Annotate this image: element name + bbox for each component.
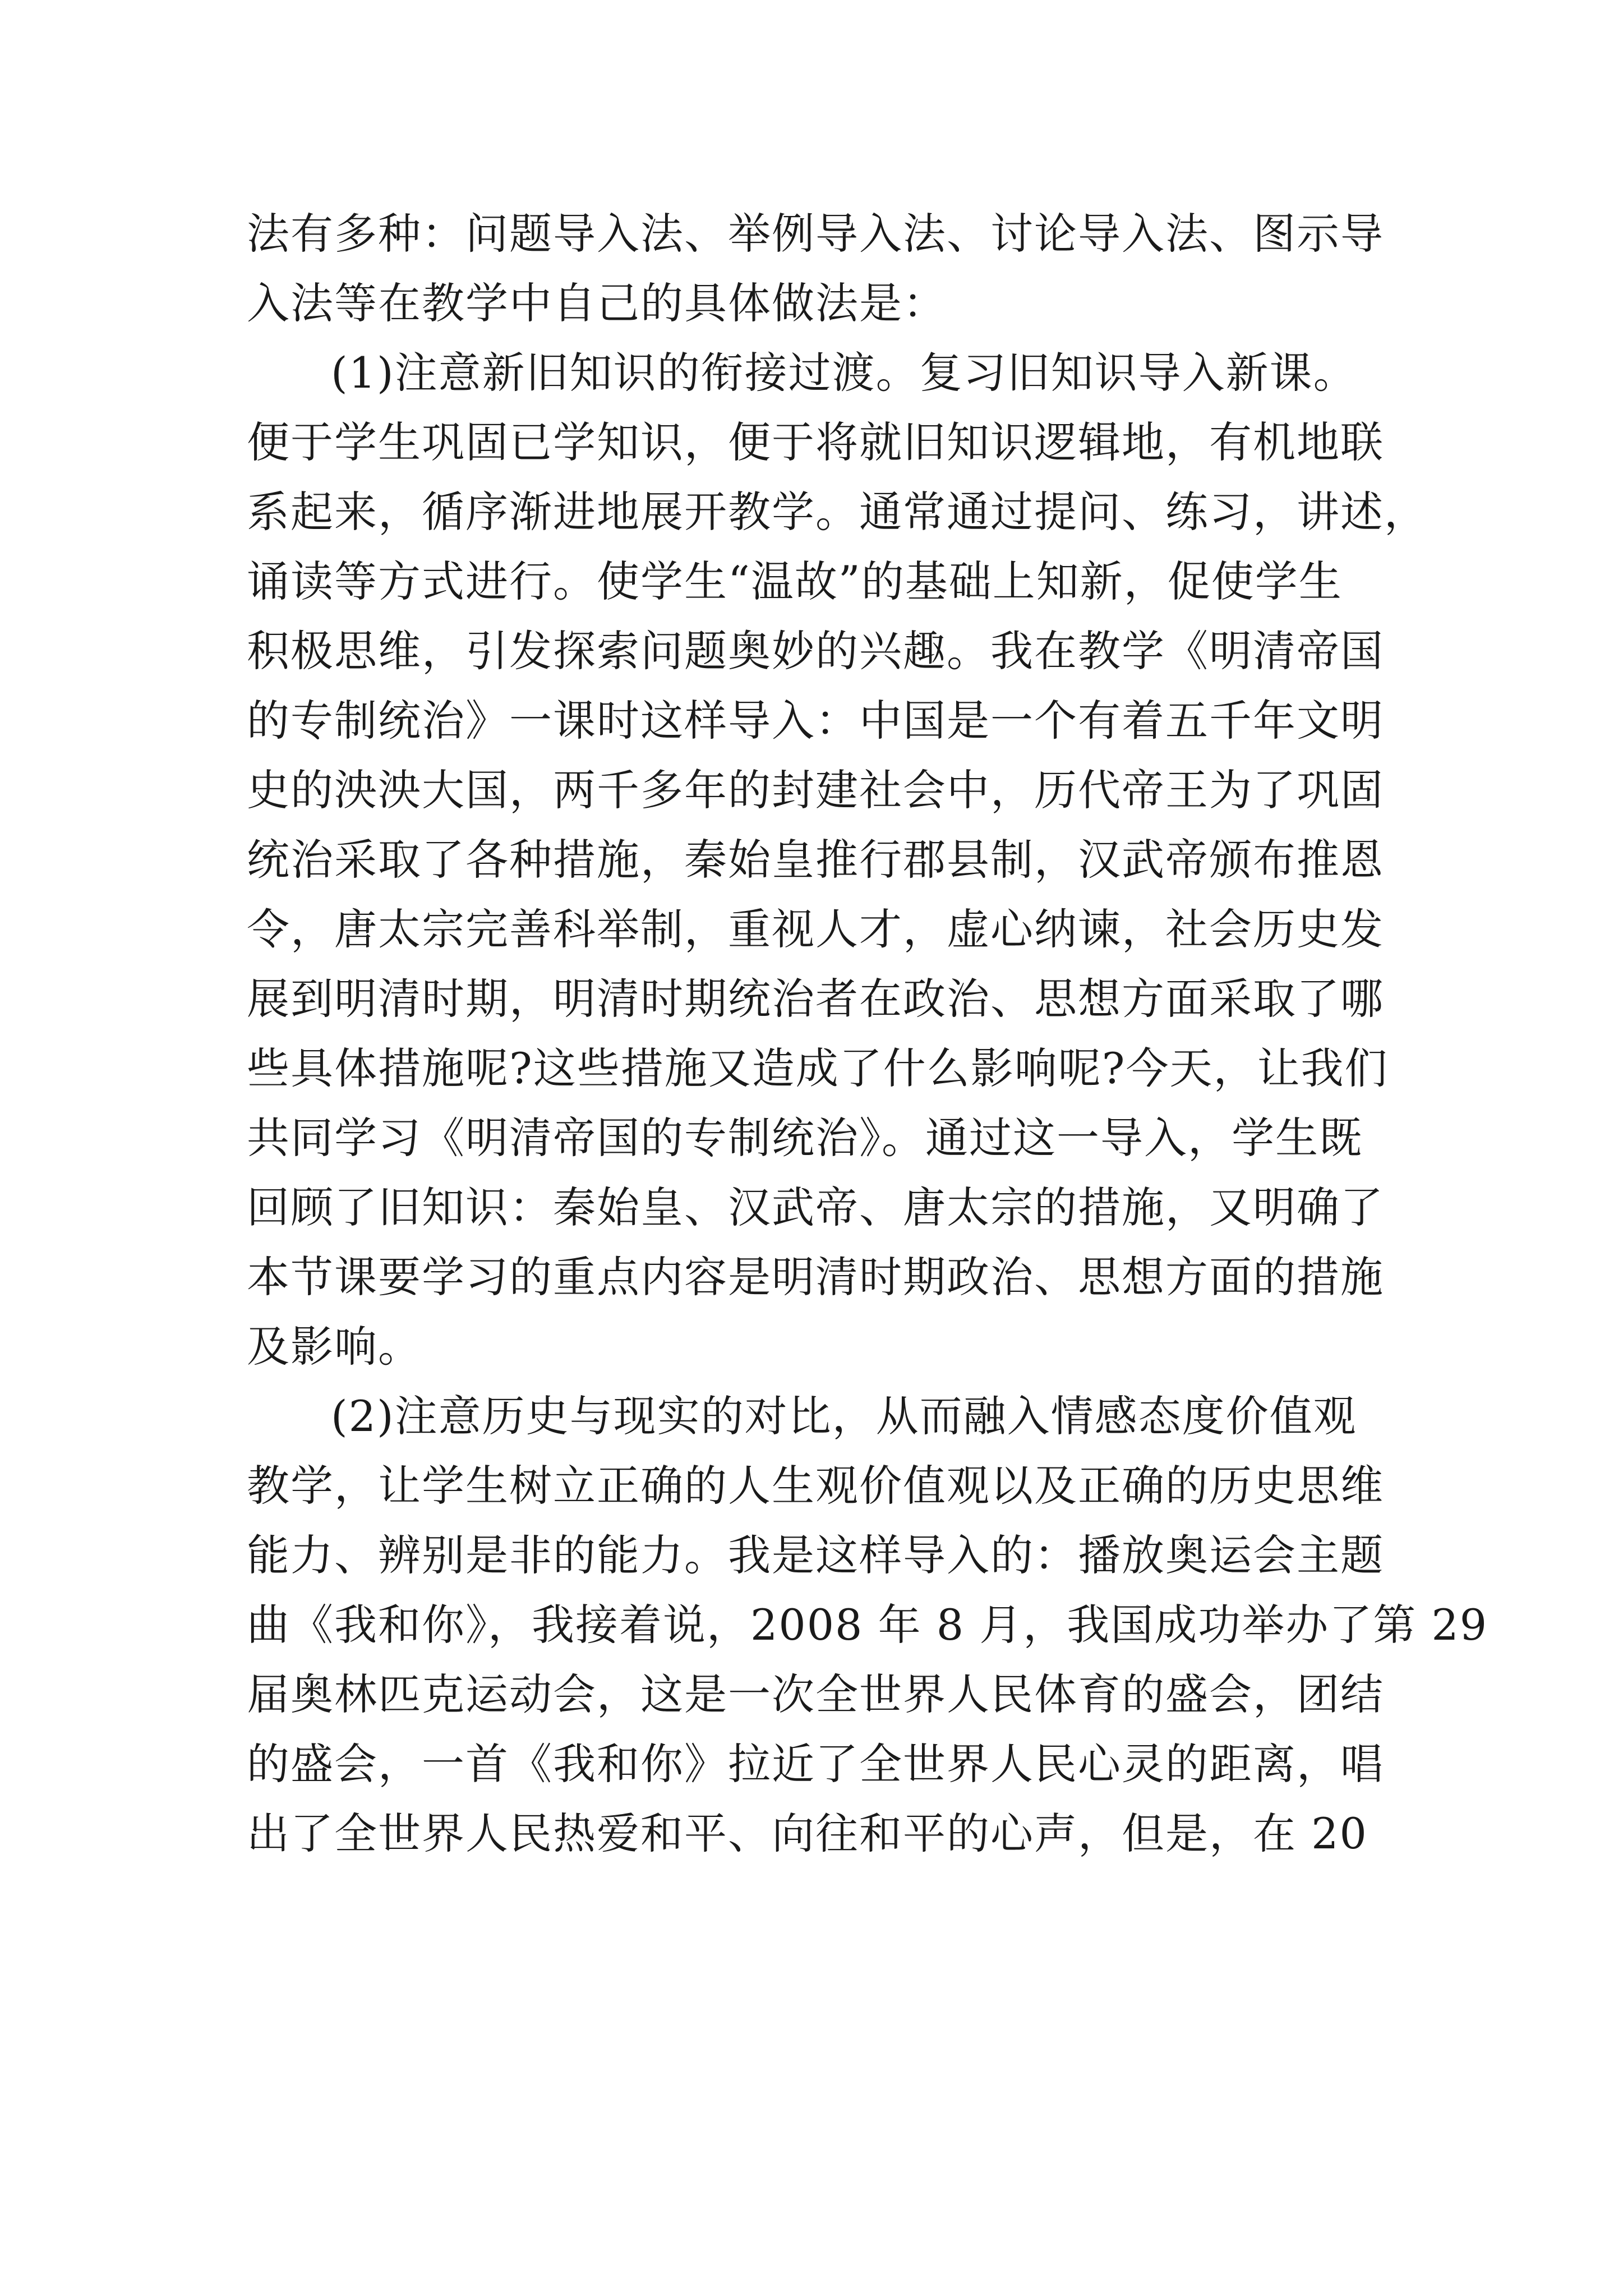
text-line: 诵读等方式进行。使学生“温故”的基础上知新，促使学生: [247, 556, 1343, 606]
text-line: 统治采取了各种措施，秦始皇推行郡县制，汉武帝颁布推恩: [247, 835, 1384, 885]
text-line: 及影响。: [247, 1322, 422, 1372]
text-line: 些具体措施呢?这些措施又造成了什么影响呢?今天，让我们: [247, 1043, 1389, 1093]
paragraph-start-line: (1)注意新旧知识的衔接过渡。复习旧知识导入新课。: [331, 348, 1357, 398]
text-line: 能力、辨别是非的能力。我是这样导入的：播放奥运会主题: [247, 1530, 1384, 1580]
text-line: 教学，让学生树立正确的人生观价值观以及正确的历史思维: [247, 1461, 1384, 1511]
text-line: 史的泱泱大国，两千多年的封建社会中，历代帝王为了巩固: [247, 765, 1384, 815]
text-line: 的专制统治》一课时这样导入：中国是一个有着五千年文明: [247, 696, 1384, 746]
text-line: 回顾了旧知识：秦始皇、汉武帝、唐太宗的措施，又明确了: [247, 1182, 1384, 1232]
text-line: 共同学习《明清帝国的专制统治》。通过这一导入，学生既: [247, 1113, 1363, 1163]
text-line: 曲《我和你》，我接着说，2008 年 8 月，我国成功举办了第 29: [247, 1600, 1488, 1650]
text-line: 入法等在教学中自己的具体做法是：: [247, 278, 947, 328]
text-line: 积极思维，引发探索问题奥妙的兴趣。我在教学《明清帝国: [247, 626, 1384, 676]
text-line: 的盛会，一首《我和你》拉近了全世界人民心灵的距离，唱: [247, 1739, 1384, 1789]
text-line: 届奥林匹克运动会，这是一次全世界人民体育的盛会，团结: [247, 1669, 1384, 1719]
text-line: 令，唐太宗完善科举制，重视人才，虚心纳谏，社会历史发: [247, 904, 1384, 954]
paragraph-start-line: (2)注意历史与现实的对比，从而融入情感态度价值观: [331, 1391, 1357, 1441]
body-text: [247, 199, 1488, 1869]
text-line: 法有多种：问题导入法、举例导入法、讨论导入法、图示导: [247, 209, 1384, 259]
text-line: 出了全世界人民热爱和平、向往和平的心声，但是，在 20: [247, 1809, 1368, 1858]
text-line: 便于学生巩固已学知识，便于将就旧知识逻辑地，有机地联: [247, 417, 1384, 467]
text-line: 本节课要学习的重点内容是明清时期政治、思想方面的措施: [247, 1252, 1384, 1302]
text-line: 系起来，循序渐进地展开教学。通常通过提问、练习，讲述，: [247, 487, 1428, 537]
text-line: 展到明清时期，明清时期统治者在政治、思想方面采取了哪: [247, 974, 1384, 1024]
